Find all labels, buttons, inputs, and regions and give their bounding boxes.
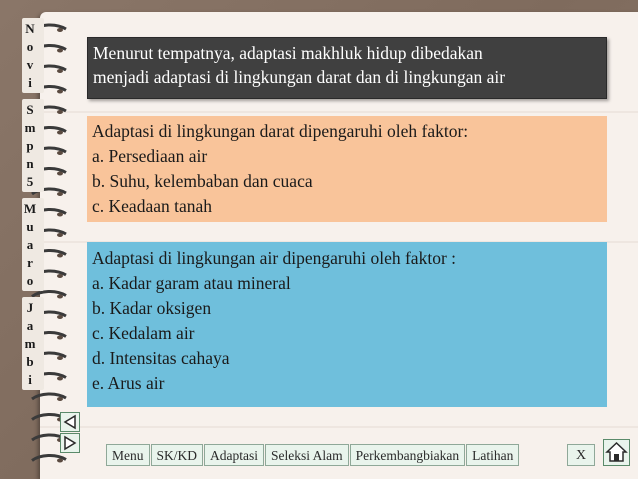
land-heading: Adaptasi di lingkungan darat dipengaruhi oleh faktor: <box>92 121 469 141</box>
side-letter: a <box>26 237 34 252</box>
side-letter: o <box>26 273 34 288</box>
side-letter: m <box>24 336 36 351</box>
seleksi-alam-button[interactable]: Seleksi Alam <box>265 444 349 466</box>
ring-hole <box>57 90 63 94</box>
ring-hole <box>57 356 63 360</box>
ring-hole <box>57 110 63 114</box>
intro-line: menjadi adaptasi di lingkungan darat dan di lingkungan air <box>93 67 506 87</box>
ring-hole <box>57 28 63 32</box>
ring-hole <box>57 254 63 258</box>
side-label-group <box>22 99 44 192</box>
side-letter: 5 <box>26 174 34 189</box>
ring-hole <box>57 336 63 340</box>
home-button[interactable] <box>603 439 630 466</box>
water-heading: Adaptasi di lingkungan air dipengaruhi oleh faktor : <box>92 248 457 268</box>
side-letter: S <box>26 102 34 117</box>
land-item: c. Keadaan tanah <box>92 196 212 216</box>
side-letter: p <box>26 138 34 153</box>
side-letter: i <box>28 372 32 387</box>
ring-hole <box>57 459 63 463</box>
water-item: b. Kadar oksigen <box>92 298 212 318</box>
side-letter: b <box>26 354 34 369</box>
intro-box <box>87 37 607 99</box>
sk-kd-button[interactable]: SK/KD <box>151 444 204 466</box>
ring-hole <box>57 233 63 237</box>
ring-hole <box>57 172 63 176</box>
side-letter: r <box>27 255 33 270</box>
side-label-group <box>22 18 44 93</box>
menu-button[interactable]: Menu <box>106 444 150 466</box>
side-letter: J <box>26 300 34 315</box>
triangle-left-icon <box>61 413 79 431</box>
water-item: c. Kedalam air <box>92 323 195 343</box>
home-icon <box>604 440 629 465</box>
adaptasi-button[interactable]: Adaptasi <box>204 444 264 466</box>
ring-hole <box>57 315 63 319</box>
side-label <box>22 18 44 396</box>
close-button[interactable]: X <box>567 444 595 466</box>
ring-hole <box>57 192 63 196</box>
ring-hole <box>57 69 63 73</box>
perkembangbiakan-button[interactable]: Perkembangbiakan <box>350 444 465 466</box>
water-item: a. Kadar garam atau mineral <box>92 273 291 293</box>
side-letter: i <box>28 75 32 90</box>
next-slide-button[interactable] <box>60 433 80 453</box>
ring-hole <box>57 131 63 135</box>
side-letter: M <box>23 201 37 216</box>
latihan-button[interactable]: Latihan <box>466 444 519 466</box>
triangle-right-icon <box>61 434 79 452</box>
ring-hole <box>57 295 63 299</box>
side-letter: u <box>26 219 34 234</box>
ring-hole <box>57 397 63 401</box>
side-letter: a <box>26 318 34 333</box>
side-letter: o <box>26 39 34 54</box>
side-label-group <box>22 297 44 390</box>
ring-hole <box>57 377 63 381</box>
previous-slide-button[interactable] <box>60 412 80 432</box>
water-item: e. Arus air <box>92 373 165 393</box>
land-adaptation-box <box>87 116 607 222</box>
side-letter: m <box>24 120 36 135</box>
side-label-group <box>22 198 44 291</box>
side-letter: n <box>26 156 34 171</box>
menu-bar <box>106 444 520 466</box>
intro-line: Menurut tempatnya, adaptasi makhluk hidup dibedakan <box>93 43 483 63</box>
ring-hole <box>57 274 63 278</box>
land-item: b. Suhu, kelembaban dan cuaca <box>92 171 313 191</box>
water-item: d. Intensitas cahaya <box>92 348 230 368</box>
land-item: a. Persediaan air <box>92 146 208 166</box>
side-letter: N <box>25 21 35 36</box>
ring-hole <box>57 213 63 217</box>
side-letter: v <box>26 57 34 72</box>
ring-hole <box>57 49 63 53</box>
water-adaptation-box <box>87 242 607 407</box>
ring-hole <box>57 151 63 155</box>
